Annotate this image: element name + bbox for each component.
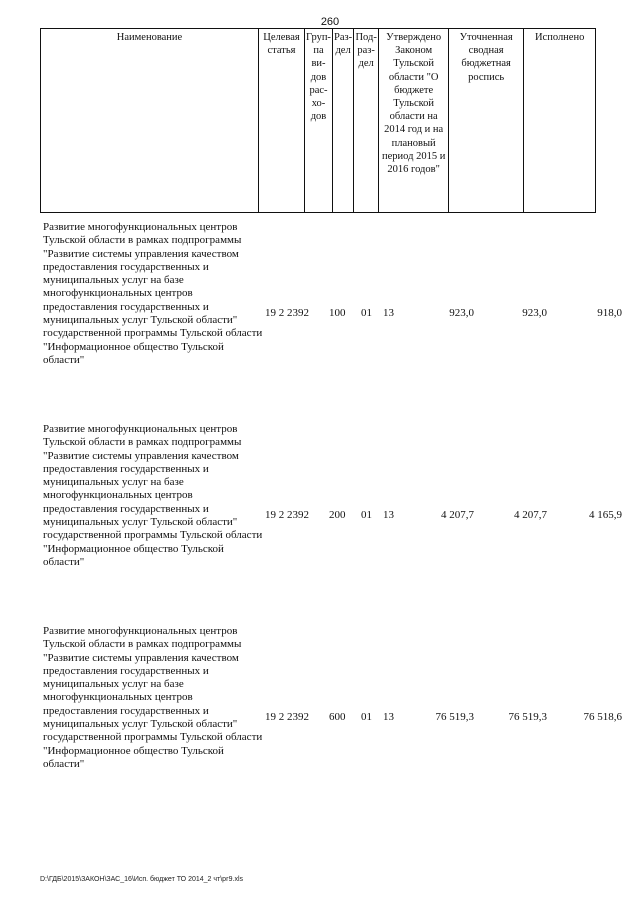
row-name: Развитие многофункциональных центров Тульской области в рамках подпрограммы "Развитие системы управления качеством предоставления государственных и муниципальных услуг на базе многофункциональных центров предоставления государственных и муниципальных услуг Тульской области" государственной программы Тульской области "Информационное общество Тульской области": [43, 625, 263, 770]
row-executed: 76 518,6: [583, 711, 622, 723]
row-subsection: 13: [383, 509, 394, 521]
row-approved: 923,0: [449, 307, 474, 319]
row-refined: 76 519,3: [508, 711, 547, 723]
row-section: 01: [361, 509, 372, 521]
header-group: Груп-па ви-дов рас-хо-дов: [305, 29, 333, 213]
row-approved: 4 207,7: [441, 509, 474, 521]
header-refined: Уточненная сводная бюджетная роспись: [449, 29, 524, 213]
row-refined: 923,0: [522, 307, 547, 319]
header-subsection: Под-раз-дел: [354, 29, 379, 213]
header-target: Целевая статья: [259, 29, 305, 213]
row-executed: 4 165,9: [589, 509, 622, 521]
row-executed: 918,0: [597, 307, 622, 319]
header-name: Наименование: [41, 29, 259, 213]
row-group: 100: [329, 307, 346, 319]
header-executed: Исполнено: [524, 29, 596, 213]
row-group: 200: [329, 509, 346, 521]
header-section: Раз-дел: [333, 29, 354, 213]
row-name: Развитие многофункциональных центров Тульской области в рамках подпрограммы "Развитие системы управления качеством предоставления государственных и муниципальных услуг на базе многофункциональных центров предоставления государственных и муниципальных услуг Тульской области" государственной программы Тульской области "Информационное общество Тульской области": [43, 423, 263, 568]
page-number: 260: [320, 16, 340, 28]
row-code: 19 2 2392: [265, 307, 309, 319]
row-code: 19 2 2392: [265, 509, 309, 521]
row-section: 01: [361, 711, 372, 723]
header-approved: Утверждено Законом Тульской области "О бюджете Тульской области на 2014 год и на плановый период 2015 и 2016 годов": [379, 29, 449, 213]
row-approved: 76 519,3: [435, 711, 474, 723]
row-subsection: 13: [383, 307, 394, 319]
file-path-footer: D:\ГДБ\2015\ЗАКОН\ЗАС_16\Исп. бюджет ТО 2014_2 чт\рг9.xls: [40, 876, 244, 883]
row-name: Развитие многофункциональных центров Тульской области в рамках подпрограммы "Развитие системы управления качеством предоставления государственных и муниципальных услуг на базе многофункциональных центров предоставления государственных и муниципальных услуг Тульской области" государственной программы Тульской области "Информационное общество Тульской области": [43, 221, 263, 366]
row-refined: 4 207,7: [514, 509, 547, 521]
row-group: 600: [329, 711, 346, 723]
row-subsection: 13: [383, 711, 394, 723]
table-header: [40, 28, 596, 213]
row-code: 19 2 2392: [265, 711, 309, 723]
row-section: 01: [361, 307, 372, 319]
